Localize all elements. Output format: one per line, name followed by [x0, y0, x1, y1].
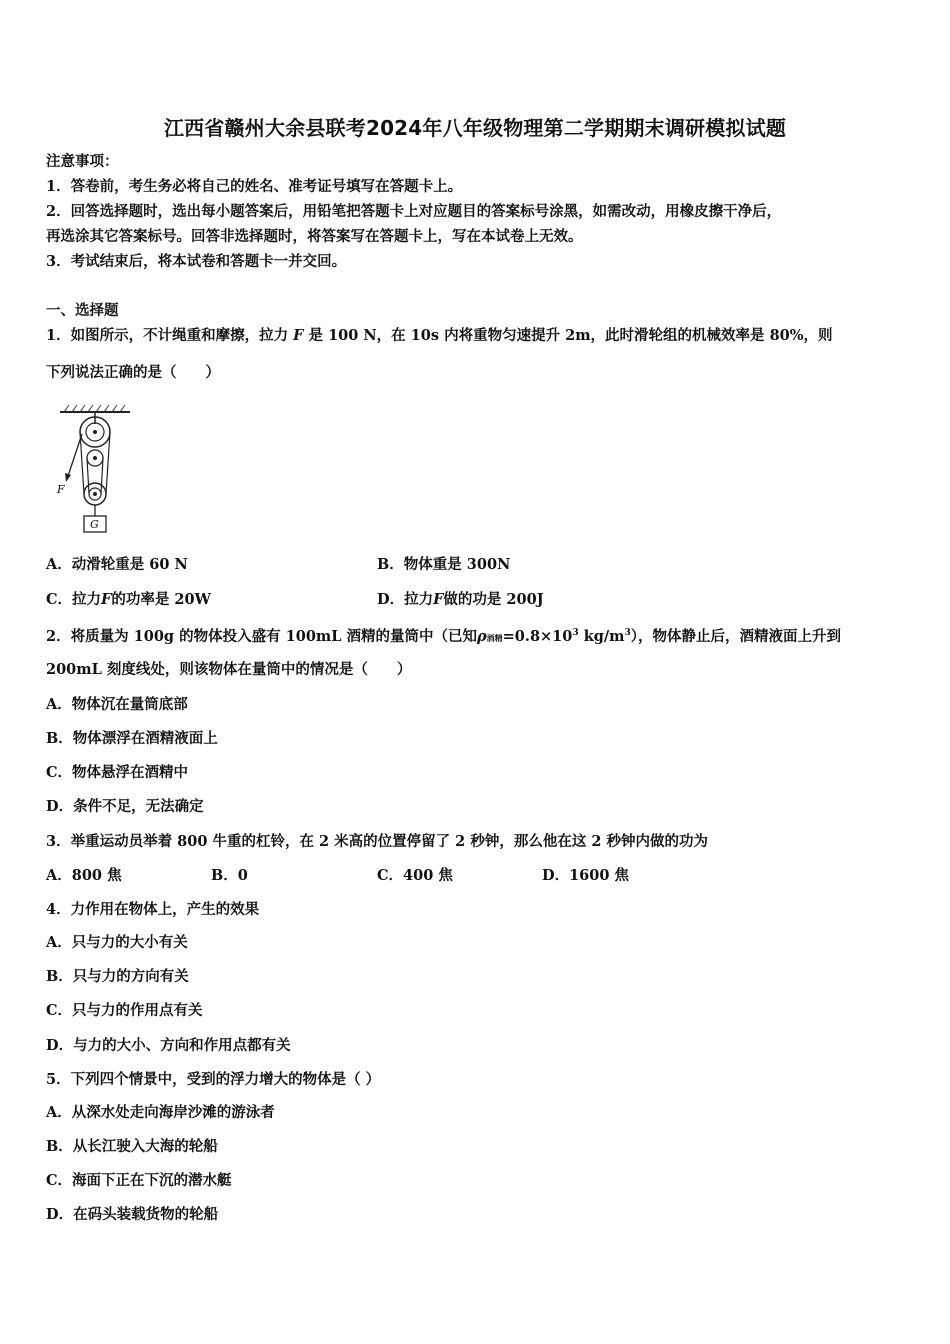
q2-option-a: A．物体沉在量筒底部 — [46, 696, 188, 713]
q1-option-c — [46, 590, 211, 610]
question-5-text: 5．下列四个情景中，受到的浮力增大的物体是（ ） — [46, 1071, 381, 1088]
q5-option-d: D．在码头装载货物的轮船 — [46, 1206, 219, 1223]
q3-option-d: D．1600 焦 — [542, 867, 629, 884]
q4-option-b: B．只与力的方向有关 — [46, 968, 189, 985]
question-1-line-2: 下列说法正确的是（ ） — [46, 364, 220, 381]
q2-text-part2: =0.8×10 — [502, 627, 573, 645]
q2-text-part1: 2．将质量为 100g 的物体投入盛有 100mL 酒精的量筒中（已知 — [46, 627, 477, 645]
q2-rho-subscript: 酒精 — [486, 632, 503, 643]
q3-option-a: A．800 焦 — [46, 867, 122, 884]
question-1-line-1 — [46, 326, 833, 346]
notice-item-2b: 再选涂其它答案标号。回答非选择题时，将答案写在答题卡上，写在本试卷上无效。 — [46, 228, 583, 245]
question-3-text: 3．举重运动员举着 800 牛重的杠铃，在 2 米高的位置停留了 2 秒钟，那么他在这 2 秒钟内做的功为 — [46, 833, 709, 850]
figure-force-label: F — [57, 483, 65, 496]
question-4-text: 4．力作用在物体上，产生的效果 — [46, 901, 260, 918]
question-2-line-2: 200mL 刻度线处，则该物体在量筒中的情况是（ ） — [46, 661, 412, 678]
notice-heading: 注意事项： — [46, 153, 119, 170]
q5-option-b: B．从长江驶入大海的轮船 — [46, 1138, 218, 1155]
q2-option-d: D．条件不足，无法确定 — [46, 798, 204, 815]
question-2-line-1 — [46, 623, 841, 648]
pulley-system-figure — [56, 402, 146, 538]
q1-text-part1: 1．如图所示，不计绳重和摩擦，拉力 — [46, 327, 289, 344]
q2-text-part3: kg/m — [578, 627, 625, 645]
page-title: 江西省赣州大余县联考2024年八年级物理第二学期期末调研模拟试题 — [163, 116, 787, 140]
q1-text-part2: 是 100 N，在 10s 内将重物匀速提升 2m，此时滑轮组的机械效率是 80%，则 — [308, 327, 833, 344]
q4-option-a: A．只与力的大小有关 — [46, 934, 188, 951]
q4-option-c: C．只与力的作用点有关 — [46, 1002, 203, 1019]
q2-option-c: C．物体悬浮在酒精中 — [46, 764, 189, 781]
q3-option-c: C．400 焦 — [377, 867, 453, 884]
q5-option-c: C．海面下正在下沉的潜水艇 — [46, 1172, 232, 1189]
q4-option-d: D．与力的大小、方向和作用点都有关 — [46, 1037, 291, 1054]
q1-option-c-force: F — [101, 591, 112, 608]
notice-item-2a: 2．回答选择题时，选出每小题答案后，用铅笔把答题卡上对应题目的答案标号涂黑，如需改动，用橡皮擦干净后， — [46, 203, 782, 220]
q2-exponent-2: 3 — [624, 628, 631, 638]
q3-option-b: B．0 — [211, 867, 248, 884]
q1-option-d-pre: D．拉力 — [377, 591, 434, 608]
q2-option-b: B．物体漂浮在酒精液面上 — [46, 730, 218, 747]
q2-rho-symbol: ρ — [477, 627, 487, 645]
notice-item-1: 1．答卷前，考生务必将自己的姓名、准考证号填写在答题卡上。 — [46, 178, 463, 195]
q1-option-c-post: 的功率是 20W — [111, 591, 211, 608]
q1-option-d — [377, 590, 544, 610]
q1-option-d-post: 做的功是 200J — [443, 591, 544, 608]
q5-option-a: A．从深水处走向海岸沙滩的游泳者 — [46, 1104, 275, 1121]
q1-option-b: B．物体重是 300N — [377, 556, 511, 573]
q2-text-part4: ），物体静止后，酒精液面上升到 — [630, 627, 842, 645]
q1-option-a: A．动滑轮重是 60 N — [46, 556, 188, 573]
notice-item-3: 3．考试结束后，将本试卷和答题卡一并交回。 — [46, 253, 347, 270]
q2-exponent-1: 3 — [572, 628, 579, 638]
q1-option-d-force: F — [433, 591, 444, 608]
section-heading: 一、选择题 — [46, 302, 119, 319]
figure-weight-label: G — [90, 518, 99, 531]
q1-force-symbol: F — [293, 327, 304, 344]
q1-option-c-pre: C．拉力 — [46, 591, 102, 608]
